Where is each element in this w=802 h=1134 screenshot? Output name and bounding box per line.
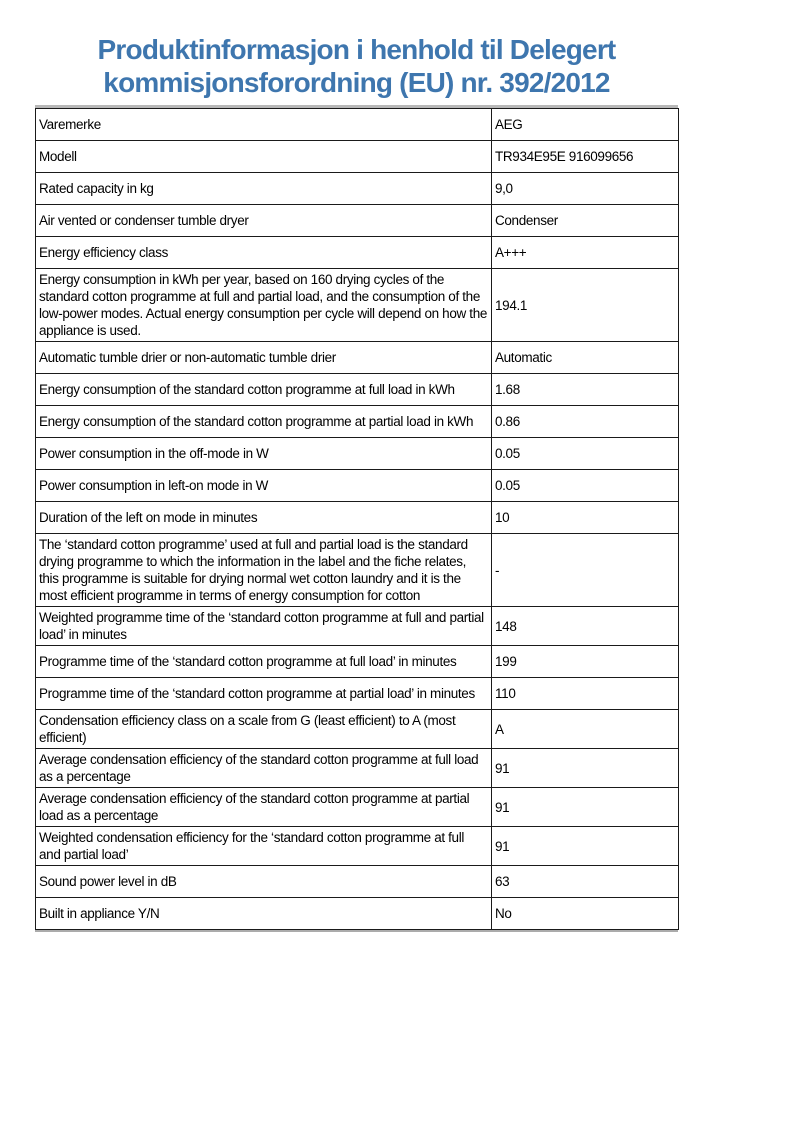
table-row [36, 470, 679, 502]
table-row [36, 109, 679, 141]
row-value: 91 [492, 749, 679, 788]
table-row [36, 406, 679, 438]
row-label: Air vented or condenser tumble dryer [36, 205, 492, 237]
table-row [36, 205, 679, 237]
row-value: A+++ [492, 237, 679, 269]
row-label: Energy consumption in kWh per year, based on 160 drying cycles of the standard cotton programme at full and partial load, and the consumption of the low-power modes. Actual energy consumption per cycle will depend on how the appliance is used. [36, 269, 492, 342]
row-label: Programme time of the ‘standard cotton programme at partial load’ in minutes [36, 678, 492, 710]
row-label: Average condensation efficiency of the standard cotton programme at partial load as a percentage [36, 788, 492, 827]
row-label: Weighted condensation efficiency for the ‘standard cotton programme at full and partial load’ [36, 827, 492, 866]
row-value: 63 [492, 866, 679, 898]
row-value: Automatic [492, 342, 679, 374]
row-value: 91 [492, 827, 679, 866]
page-title-line-2: kommisjonsforordning (EU) nr. 392/2012 [103, 67, 610, 98]
table-row [36, 898, 679, 930]
row-value: 0.05 [492, 470, 679, 502]
row-value: - [492, 534, 679, 607]
table-row [36, 173, 679, 205]
table-row [36, 678, 679, 710]
row-label: The ‘standard cotton programme’ used at full and partial load is the standard drying programme to which the information in the label and the fiche relates, this programme is suitable for drying normal wet cotton laundry and it is the most efficient programme in terms of energy consumption for cotton [36, 534, 492, 607]
row-label: Rated capacity in kg [36, 173, 492, 205]
row-value: No [492, 898, 679, 930]
row-label: Programme time of the ‘standard cotton programme at full load’ in minutes [36, 646, 492, 678]
row-value: 199 [492, 646, 679, 678]
row-value: TR934E95E 916099656 [492, 141, 679, 173]
table-row [36, 502, 679, 534]
table-row [36, 607, 679, 646]
row-label: Sound power level in dB [36, 866, 492, 898]
row-value: 0.86 [492, 406, 679, 438]
table-row [36, 866, 679, 898]
row-label: Energy consumption of the standard cotton programme at full load in kWh [36, 374, 492, 406]
product-info-table-wrapper [35, 105, 678, 932]
row-label: Modell [36, 141, 492, 173]
page-title-line-1: Produktinformasjon i henhold til Delegert [97, 34, 616, 65]
row-value: 1.68 [492, 374, 679, 406]
table-row [36, 237, 679, 269]
row-value: 91 [492, 788, 679, 827]
row-label: Average condensation efficiency of the standard cotton programme at full load as a percentage [36, 749, 492, 788]
table-row [36, 827, 679, 866]
row-label: Automatic tumble drier or non-automatic tumble drier [36, 342, 492, 374]
row-label: Built in appliance Y/N [36, 898, 492, 930]
row-label: Weighted programme time of the ‘standard cotton programme at full and partial load’ in minutes [36, 607, 492, 646]
row-value: 194.1 [492, 269, 679, 342]
row-label: Duration of the left on mode in minutes [36, 502, 492, 534]
table-row [36, 269, 679, 342]
table-row [36, 646, 679, 678]
product-info-table [35, 108, 679, 930]
table-row [36, 749, 679, 788]
row-label: Power consumption in the off-mode in W [36, 438, 492, 470]
page-title [35, 33, 678, 99]
row-value: 148 [492, 607, 679, 646]
row-value: 0.05 [492, 438, 679, 470]
product-info-table-body [36, 109, 679, 930]
table-row [36, 534, 679, 607]
row-value: 10 [492, 502, 679, 534]
table-row [36, 438, 679, 470]
row-label: Varemerke [36, 109, 492, 141]
row-value: 110 [492, 678, 679, 710]
row-label: Energy consumption of the standard cotton programme at partial load in kWh [36, 406, 492, 438]
row-value: AEG [492, 109, 679, 141]
table-row [36, 342, 679, 374]
table-row [36, 374, 679, 406]
row-value: Condenser [492, 205, 679, 237]
table-row [36, 141, 679, 173]
row-value: A [492, 710, 679, 749]
table-row [36, 710, 679, 749]
row-value: 9,0 [492, 173, 679, 205]
row-label: Energy efficiency class [36, 237, 492, 269]
table-row [36, 788, 679, 827]
row-label: Power consumption in left-on mode in W [36, 470, 492, 502]
row-label: Condensation efficiency class on a scale from G (least efficient) to A (most efficient) [36, 710, 492, 749]
